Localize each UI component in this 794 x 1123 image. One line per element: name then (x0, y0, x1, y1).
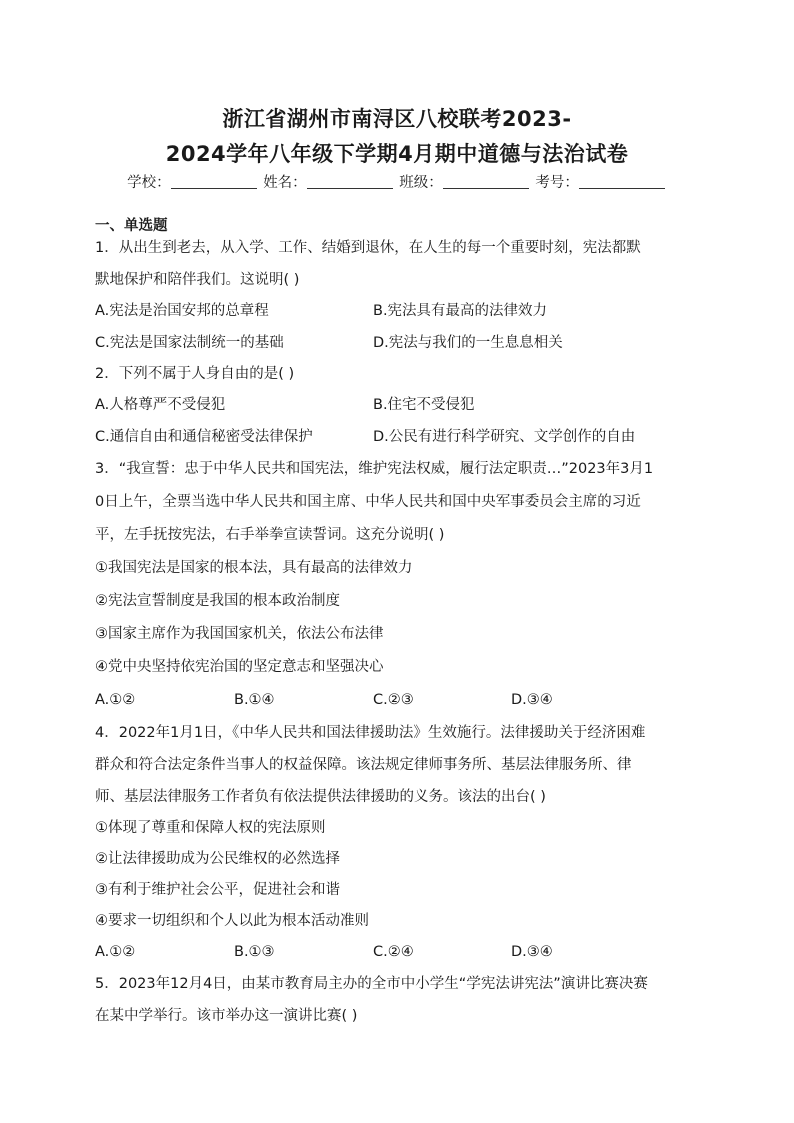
title-line-2: 2024学年八年级下学期4月期中道德与法治试卷 (165, 142, 629, 166)
q2-option-a: A.人格尊严不受侵犯 (95, 397, 226, 413)
q1-stem-line-2: 默地保护和陪伴我们。这说明( ) (95, 272, 300, 288)
school-label: 学校： (127, 175, 171, 191)
q1-stem-line-1: 1．从出生到老去，从入学、工作、结婚到退休，在人生的每一个重要时刻，宪法都默 (95, 240, 641, 256)
q4-option-d: D.③④ (511, 944, 553, 960)
q2-stem-line-1: 2．下列不属于人身自由的是( ) (95, 366, 295, 382)
q4-stem-line-3: 师、基层法律服务工作者负有依法提供法律援助的义务。该法的出台( ) (95, 789, 546, 805)
exam-no-label: 考号： (535, 175, 579, 191)
q4-option-b: B.①③ (234, 944, 275, 960)
q4-statement-4: ④要求一切组织和个人以此为根本活动准则 (95, 913, 369, 929)
q3-statement-1: ①我国宪法是国家的根本法，具有最高的法律效力 (95, 560, 413, 576)
q4-stem-line-2: 群众和符合法定条件当事人的权益保障。该法规定律师事务所、基层法律服务所、律 (95, 757, 632, 773)
q4-statement-3: ③有利于维护社会公平，促进社会和谐 (95, 882, 340, 898)
q3-option-d: D.③④ (511, 692, 553, 708)
q4-stem-line-1: 4．2022年1月1日，《中华人民共和国法律援助法》生效施行。法律援助关于经济困难 (95, 725, 646, 741)
q5-stem-line-1: 5．2023年12月4日，由某市教育局主办的全市中小学生“学宪法讲宪法”演讲比赛决赛 (95, 976, 648, 992)
q1-option-a: A.宪法是治国安邦的总章程 (95, 303, 269, 319)
q3-option-b: B.①④ (234, 692, 275, 708)
q2-option-c: C.通信自由和通信秘密受法律保护 (95, 429, 313, 445)
q3-statement-3: ③国家主席作为我国国家机关，依法公布法律 (95, 626, 384, 642)
q2-option-d: D.公民有进行科学研究、文学创作的自由 (373, 429, 636, 445)
class-blank (443, 174, 529, 189)
q3-stem-line-2: 0日上午，全票当选中华人民共和国主席、中华人民共和国中央军事委员会主席的习近 (95, 494, 641, 510)
q3-statement-4: ④党中央坚持依宪治国的坚定意志和坚强决心 (95, 659, 384, 675)
q3-option-c: C.②③ (373, 692, 414, 708)
q5-stem-line-2: 在某中学举行。该市举办这一演讲比赛( ) (95, 1008, 358, 1024)
class-label: 班级： (399, 175, 443, 191)
q1-option-d: D.宪法与我们的一生息息相关 (373, 335, 563, 351)
q1-option-c: C.宪法是国家法制统一的基础 (95, 335, 284, 351)
q1-option-b: B.宪法具有最高的法律效力 (373, 303, 548, 319)
q3-stem-line-1: 3．“我宣誓：忠于中华人民共和国宪法，维护宪法权威，履行法定职责…”2023年3月1 (95, 461, 654, 477)
title-line-1: 浙江省湖州市南浔区八校联考2023- (222, 107, 572, 131)
q3-stem-line-3: 平，左手抚按宪法，右手举拳宣读誓词。这充分说明( ) (95, 527, 445, 543)
q4-option-a: A.①② (95, 944, 136, 960)
q3-option-a: A.①② (95, 692, 136, 708)
q2-option-b: B.住宅不受侵犯 (373, 397, 475, 413)
section-heading: 一、单选题 (95, 218, 168, 234)
school-blank (171, 174, 257, 189)
name-blank (307, 174, 393, 189)
name-label: 姓名： (263, 175, 307, 191)
q3-statement-2: ②宪法宣誓制度是我国的根本政治制度 (95, 593, 340, 609)
q4-statement-2: ②让法律援助成为公民维权的必然选择 (95, 851, 340, 867)
q4-option-c: C.②④ (373, 944, 414, 960)
student-info-row (0, 171, 794, 192)
q4-statement-1: ①体现了尊重和保障人权的宪法原则 (95, 820, 326, 836)
exam-no-blank (579, 174, 665, 189)
